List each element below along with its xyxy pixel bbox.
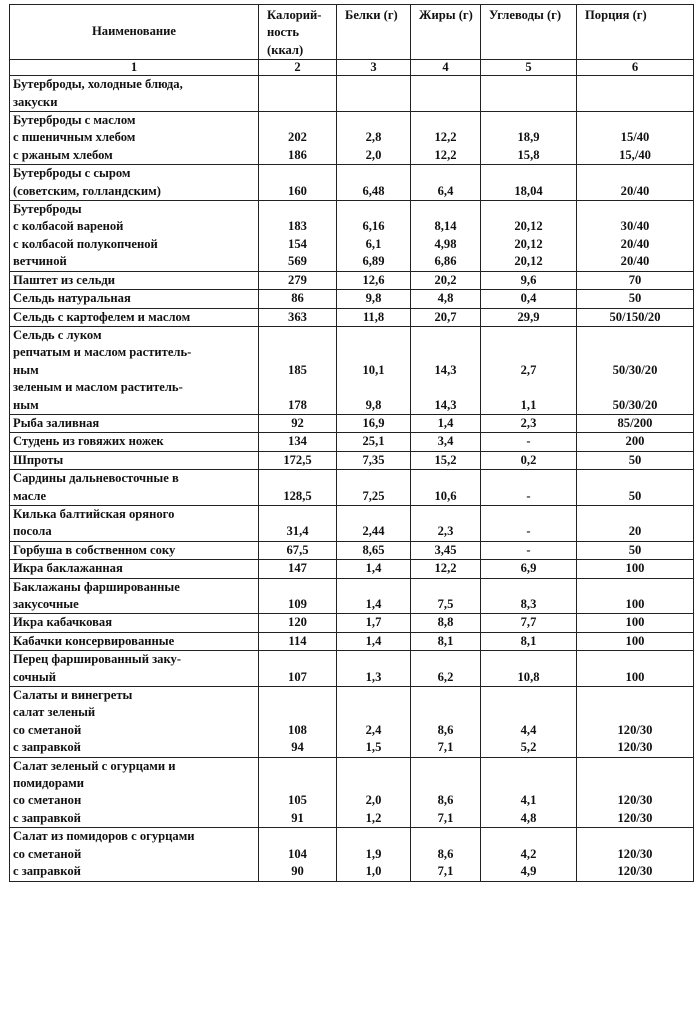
- kcal-value: 108 94: [259, 687, 337, 758]
- table-row: [10, 687, 694, 758]
- carbs-value: 4,1 4,8: [481, 757, 577, 828]
- table-row: [10, 326, 694, 414]
- item-name: Бутерброды с колбасой вареной с колбасой полукопченой ветчиной: [10, 201, 259, 272]
- table-row: [10, 433, 694, 451]
- column-index: 6: [577, 60, 694, 76]
- table-row: [10, 271, 694, 289]
- column-index: 4: [411, 60, 481, 76]
- carbs-value: 4,4 5,2: [481, 687, 577, 758]
- protein-value: 7,35: [337, 451, 411, 469]
- portion-value: 85/200: [577, 414, 694, 432]
- carbs-value: [481, 76, 577, 112]
- fat-value: 1,4: [411, 414, 481, 432]
- fat-value: 8,8: [411, 614, 481, 632]
- kcal-value: 31,4: [259, 505, 337, 541]
- table-row: [10, 578, 694, 614]
- portion-value: 70: [577, 271, 694, 289]
- item-name: Салат из помидоров с огурцами со сметаной с заправкой: [10, 828, 259, 881]
- portion-value: 200: [577, 433, 694, 451]
- kcal-value: 104 90: [259, 828, 337, 881]
- carbs-value: 8,3: [481, 578, 577, 614]
- item-name: Икра кабачковая: [10, 614, 259, 632]
- carbs-value: 18,04: [481, 165, 577, 201]
- carbs-value: 7,7: [481, 614, 577, 632]
- fat-value: 12,2 12,2: [411, 112, 481, 165]
- table-row: [10, 614, 694, 632]
- fat-value: 8,6 7,1: [411, 828, 481, 881]
- header-row: [10, 5, 694, 60]
- fat-value: 14,3 14,3: [411, 326, 481, 414]
- table-row: [10, 201, 694, 272]
- kcal-value: 92: [259, 414, 337, 432]
- nutrition-table: [9, 4, 694, 882]
- table-row: [10, 470, 694, 506]
- protein-value: 2,0 1,2: [337, 757, 411, 828]
- fat-value: [411, 76, 481, 112]
- carbs-value: 20,12 20,12 20,12: [481, 201, 577, 272]
- item-name: Рыба заливная: [10, 414, 259, 432]
- fat-value: 8,1: [411, 632, 481, 650]
- protein-value: 10,1 9,8: [337, 326, 411, 414]
- carbs-value: 9,6: [481, 271, 577, 289]
- item-name: Баклажаны фаршированные закусочные: [10, 578, 259, 614]
- portion-value: 100: [577, 614, 694, 632]
- kcal-value: 105 91: [259, 757, 337, 828]
- portion-value: 100: [577, 651, 694, 687]
- portion-value: 50: [577, 451, 694, 469]
- protein-value: 16,9: [337, 414, 411, 432]
- portion-value: 50: [577, 541, 694, 559]
- item-name: Перец фаршированный заку- сочный: [10, 651, 259, 687]
- protein-value: 1,4: [337, 632, 411, 650]
- table-row: [10, 757, 694, 828]
- item-name: Бутерброды, холодные блюда, закуски: [10, 76, 259, 112]
- item-name: Салат зеленый с огурцами и помидорами со сметанон с заправкой: [10, 757, 259, 828]
- carbs-value: 8,1: [481, 632, 577, 650]
- item-name: Горбуша в собственном соку: [10, 541, 259, 559]
- kcal-value: 134: [259, 433, 337, 451]
- item-name: Сельдь натуральная: [10, 290, 259, 308]
- kcal-value: 67,5: [259, 541, 337, 559]
- portion-value: 20: [577, 505, 694, 541]
- protein-value: 2,8 2,0: [337, 112, 411, 165]
- table-body: [10, 76, 694, 881]
- fat-value: 10,6: [411, 470, 481, 506]
- kcal-value: 363: [259, 308, 337, 326]
- item-name: Сардины дальневосточные в масле: [10, 470, 259, 506]
- fat-value: 7,5: [411, 578, 481, 614]
- protein-value: 2,4 1,5: [337, 687, 411, 758]
- portion-value: 50/30/20 50/30/20: [577, 326, 694, 414]
- column-index: 5: [481, 60, 577, 76]
- item-name: Икра баклажанная: [10, 560, 259, 578]
- fat-value: 15,2: [411, 451, 481, 469]
- kcal-value: 109: [259, 578, 337, 614]
- column-index-row: [10, 60, 694, 76]
- table-row: [10, 308, 694, 326]
- fat-value: 12,2: [411, 560, 481, 578]
- protein-value: 25,1: [337, 433, 411, 451]
- portion-value: 30/40 20/40 20/40: [577, 201, 694, 272]
- protein-value: 1,4: [337, 560, 411, 578]
- item-name: Бутерброды с маслом с пшеничным хлебом с ржаным хлебом: [10, 112, 259, 165]
- item-name: Шпроты: [10, 451, 259, 469]
- portion-value: 50: [577, 470, 694, 506]
- kcal-value: 86: [259, 290, 337, 308]
- kcal-value: 107: [259, 651, 337, 687]
- fat-value: 20,2: [411, 271, 481, 289]
- portion-value: 100: [577, 578, 694, 614]
- carbs-value: 2,7 1,1: [481, 326, 577, 414]
- carbs-value: -: [481, 433, 577, 451]
- protein-value: 7,25: [337, 470, 411, 506]
- protein-value: 1,9 1,0: [337, 828, 411, 881]
- portion-value: 50: [577, 290, 694, 308]
- carbs-value: 29,9: [481, 308, 577, 326]
- portion-value: 50/150/20: [577, 308, 694, 326]
- kcal-value: 183 154 569: [259, 201, 337, 272]
- portion-value: 120/30 120/30: [577, 757, 694, 828]
- protein-value: 12,6: [337, 271, 411, 289]
- item-name: Сельдь с луком репчатым и маслом раститель- ным зеленым и маслом раститель- ным: [10, 326, 259, 414]
- header-protein: Белки (г): [337, 5, 411, 60]
- table-row: [10, 290, 694, 308]
- table-row: [10, 165, 694, 201]
- fat-value: 3,4: [411, 433, 481, 451]
- protein-value: [337, 76, 411, 112]
- fat-value: 6,4: [411, 165, 481, 201]
- table-row: [10, 112, 694, 165]
- table-row: [10, 541, 694, 559]
- column-index: 1: [10, 60, 259, 76]
- kcal-value: 128,5: [259, 470, 337, 506]
- fat-value: 3,45: [411, 541, 481, 559]
- fat-value: 8,14 4,98 6,86: [411, 201, 481, 272]
- carbs-value: 18,9 15,8: [481, 112, 577, 165]
- fat-value: 8,6 7,1: [411, 757, 481, 828]
- carbs-value: -: [481, 505, 577, 541]
- item-name: Студень из говяжих ножек: [10, 433, 259, 451]
- header-portion: Порция (г): [577, 5, 694, 60]
- header-fat: Жиры (г): [411, 5, 481, 60]
- carbs-value: 0,4: [481, 290, 577, 308]
- portion-value: 100: [577, 560, 694, 578]
- protein-value: 6,16 6,1 6,89: [337, 201, 411, 272]
- fat-value: 8,6 7,1: [411, 687, 481, 758]
- table-row: [10, 505, 694, 541]
- fat-value: 4,8: [411, 290, 481, 308]
- protein-value: 1,7: [337, 614, 411, 632]
- carbs-value: 0,2: [481, 451, 577, 469]
- protein-value: 1,4: [337, 578, 411, 614]
- kcal-value: 147: [259, 560, 337, 578]
- fat-value: 20,7: [411, 308, 481, 326]
- table-row: [10, 651, 694, 687]
- kcal-value: 279: [259, 271, 337, 289]
- fat-value: 2,3: [411, 505, 481, 541]
- table-row: [10, 414, 694, 432]
- carbs-value: 2,3: [481, 414, 577, 432]
- protein-value: 1,3: [337, 651, 411, 687]
- item-name: Сельдь с картофелем и маслом: [10, 308, 259, 326]
- header-carbs: Углеводы (г): [481, 5, 577, 60]
- protein-value: 6,48: [337, 165, 411, 201]
- item-name: Кабачки консервированные: [10, 632, 259, 650]
- portion-value: 120/30 120/30: [577, 828, 694, 881]
- kcal-value: 114: [259, 632, 337, 650]
- fat-value: 6,2: [411, 651, 481, 687]
- portion-value: 100: [577, 632, 694, 650]
- column-index: 3: [337, 60, 411, 76]
- protein-value: 2,44: [337, 505, 411, 541]
- carbs-value: -: [481, 541, 577, 559]
- item-name: Салаты и винегреты салат зеленый со сметаной с заправкой: [10, 687, 259, 758]
- item-name: Бутерброды с сыром (советским, голландским): [10, 165, 259, 201]
- portion-value: 120/30 120/30: [577, 687, 694, 758]
- protein-value: 9,8: [337, 290, 411, 308]
- kcal-value: [259, 76, 337, 112]
- kcal-value: 185 178: [259, 326, 337, 414]
- table-row: [10, 451, 694, 469]
- table-row: [10, 76, 694, 112]
- table-row: [10, 828, 694, 881]
- carbs-value: 10,8: [481, 651, 577, 687]
- header-kcal: Калорий- ность (ккал): [259, 5, 337, 60]
- column-index: 2: [259, 60, 337, 76]
- table-row: [10, 560, 694, 578]
- carbs-value: 4,2 4,9: [481, 828, 577, 881]
- carbs-value: -: [481, 470, 577, 506]
- protein-value: 8,65: [337, 541, 411, 559]
- item-name: Паштет из сельди: [10, 271, 259, 289]
- kcal-value: 160: [259, 165, 337, 201]
- portion-value: [577, 76, 694, 112]
- portion-value: 15/40 15,/40: [577, 112, 694, 165]
- table-row: [10, 632, 694, 650]
- carbs-value: 6,9: [481, 560, 577, 578]
- item-name: Килька балтийская оряного посола: [10, 505, 259, 541]
- kcal-value: 120: [259, 614, 337, 632]
- kcal-value: 202 186: [259, 112, 337, 165]
- protein-value: 11,8: [337, 308, 411, 326]
- header-name: Наименование: [10, 5, 259, 60]
- kcal-value: 172,5: [259, 451, 337, 469]
- portion-value: 20/40: [577, 165, 694, 201]
